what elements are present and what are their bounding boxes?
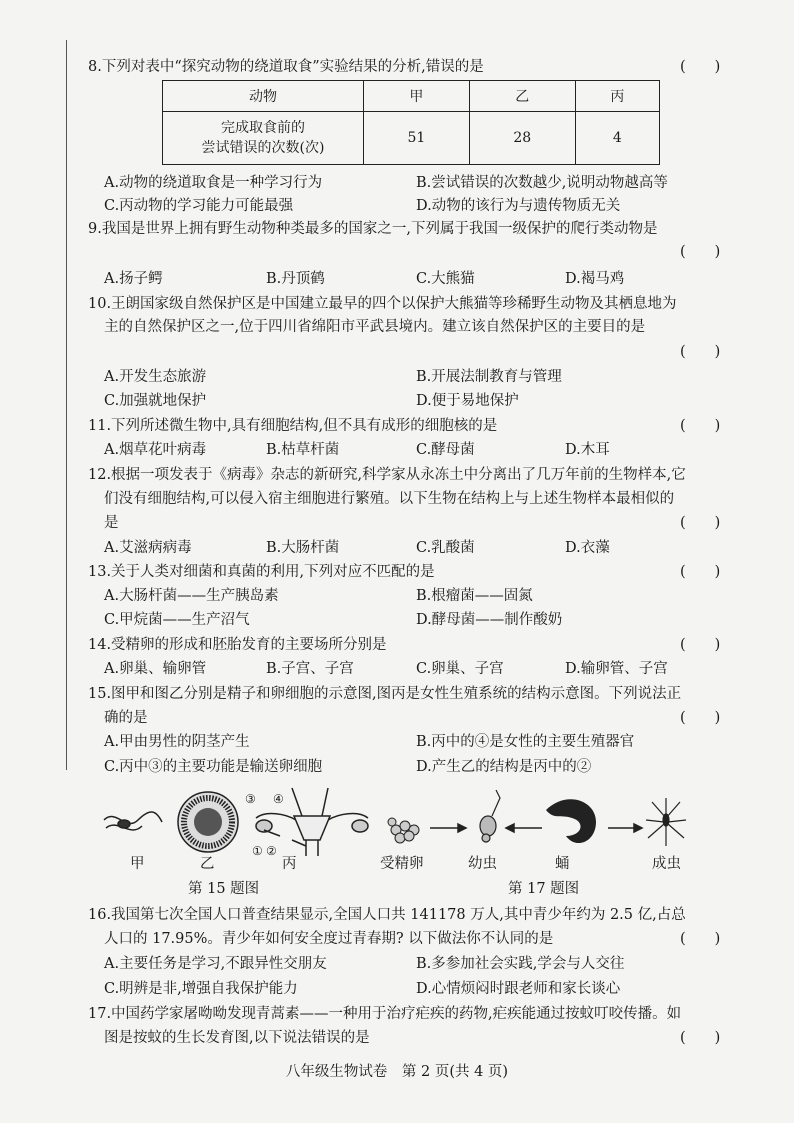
q9-option-c: C.大熊猫 (416, 271, 475, 287)
table-header-row (163, 81, 660, 112)
table-row-label (163, 112, 364, 165)
q14-option-a: A.卵巢、输卵管 (104, 661, 207, 677)
q11-answer-paren: ( ) (680, 418, 721, 434)
table-cell: 28 (469, 112, 575, 165)
q16-answer-paren: ( ) (680, 931, 721, 947)
q8-answer-paren: ( ) (680, 59, 721, 75)
q8-table (162, 80, 660, 165)
q15-option-c: C.丙中③的主要功能是输送卵细胞 (104, 759, 323, 775)
q13-option-a: A.大肠杆菌——生产胰岛素 (104, 588, 279, 604)
q11-option-a: A.烟草花叶病毒 (104, 442, 207, 458)
q16-option-a: A.主要任务是学习,不跟异性交朋友 (104, 956, 327, 972)
fertilized-egg-icon (388, 818, 419, 843)
egg-cell-icon (178, 792, 238, 852)
q14-stem: 14.受精卵的形成和胚胎发育的主要场所分别是 (88, 637, 387, 653)
q11-stem: 11.下列所述微生物中,具有细胞结构,但不具有成形的细胞核的是 (88, 418, 498, 434)
q12-option-d: D.衣藻 (565, 540, 610, 556)
arrow-icon (608, 824, 642, 832)
fig17-label-egg: 受精卵 (380, 856, 424, 872)
fig17-label-larva: 幼虫 (468, 856, 497, 872)
q9-option-d: D.褐马鸡 (565, 271, 625, 287)
fig17-label-pupa: 蛹 (555, 856, 570, 872)
q13-stem: 13.关于人类对细菌和真菌的利用,下列对应不匹配的是 (88, 564, 435, 580)
q8-stem: 8.下列对表中“探究动物的绕道取食”实验结果的分析,错误的是 (88, 59, 484, 75)
q14-option-c: C.卵巢、子宫 (416, 661, 504, 677)
q14-option-b: B.子宫、子宫 (266, 661, 354, 677)
q10-option-a: A.开发生态旅游 (104, 369, 207, 385)
q17-stem-line2: 图是按蚊的生长发育图,以下说法错误的是 (104, 1030, 370, 1046)
fig15-label-yi: 乙 (200, 856, 215, 872)
q15-answer-paren: ( ) (680, 710, 721, 726)
fig15-marker-1: ① (252, 844, 263, 858)
page-footer: 八年级生物试卷 第 2 页(共 4 页) (285, 1064, 509, 1080)
table-header-cell: 甲 (364, 81, 470, 112)
fig15-marker-2: ② (266, 844, 277, 858)
q12-option-b: B.大肠杆菌 (266, 540, 340, 556)
fig15-label-bing: 丙 (282, 856, 297, 872)
q9-option-b: B.丹顶鹤 (266, 271, 325, 287)
table-row (163, 112, 660, 165)
q12-option-c: C.乳酸菌 (416, 540, 475, 556)
q8-option-d: D.动物的该行为与遗传物质无关 (416, 198, 621, 214)
q15-option-a: A.甲由男性的阴茎产生 (104, 734, 250, 750)
q12-stem-line3: 是 (104, 515, 119, 531)
q8-option-a: A.动物的绕道取食是一种学习行为 (104, 175, 323, 191)
q15-stem-line1: 15.图甲和图乙分别是精子和卵细胞的示意图,图丙是女性生殖系统的结构示意图。下列说法正 (88, 686, 682, 702)
fig15-marker-4: ④ (273, 792, 284, 806)
q11-option-d: D.木耳 (565, 442, 610, 458)
q17-stem-line1: 17.中国药学家屠呦呦发现青蒿素——一种用于治疗疟疾的药物,疟疾能通过按蚊叮咬传播。如 (88, 1006, 682, 1022)
q13-option-d: D.酵母菌——制作酸奶 (416, 612, 563, 628)
pupa-icon (546, 799, 596, 843)
q10-option-c: C.加强就地保护 (104, 393, 207, 409)
q8-option-c: C.丙动物的学习能力可能最强 (104, 198, 294, 214)
q8-option-b: B.尝试错误的次数越少,说明动物越高等 (416, 175, 668, 191)
q10-stem-line2: 主的自然保护区之一,位于四川省绵阳市平武县境内。建立该自然保护区的主要目的是 (104, 319, 646, 335)
q14-answer-paren: ( ) (680, 637, 721, 653)
q13-answer-paren: ( ) (680, 564, 721, 580)
fig15-label-jia: 甲 (130, 856, 145, 872)
larva-icon (480, 790, 500, 842)
fig17-label-adult: 成虫 (652, 856, 681, 872)
q10-stem-line1: 10.王朗国家级自然保护区是中国建立最早的四个以保护大熊猫等珍稀野生动物及其栖息地为 (88, 296, 677, 312)
margin-line (66, 40, 67, 770)
q10-option-b: B.开展法制教育与管理 (416, 369, 562, 385)
q16-option-c: C.明辨是非,增强自我保护能力 (104, 981, 298, 997)
q15-option-d: D.产生乙的结构是丙中的② (416, 759, 592, 775)
q12-stem-line1: 12.根据一项发表于《病毒》杂志的新研究,科学家从永冻土中分离出了几万年前的生物样本,它 (88, 467, 686, 483)
q14-option-d: D.输卵管、子宫 (565, 661, 668, 677)
q13-option-c: C.甲烷菌——生产沼气 (104, 612, 250, 628)
mosquito-icon (646, 798, 686, 846)
fig15-marker-3: ③ (245, 792, 256, 806)
q16-stem-line2: 人口的 17.95%。青少年如何安全度过青春期? 以下做法你不认同的是 (104, 931, 554, 947)
q10-answer-paren: ( ) (680, 344, 721, 360)
q15-option-b: B.丙中的④是女性的主要生殖器官 (416, 734, 635, 750)
table-header-cell: 动物 (163, 81, 364, 112)
table-header-cell: 丙 (575, 81, 659, 112)
q16-option-d: D.心情烦闷时跟老师和家长谈心 (416, 981, 621, 997)
figure-drawings (96, 780, 696, 860)
q9-option-a: A.扬子鳄 (104, 271, 163, 287)
q17-answer-paren: ( ) (680, 1030, 721, 1046)
arrow-icon (430, 824, 466, 832)
row-label-line1: 完成取食前的 (221, 120, 305, 136)
q9-answer-paren: ( ) (680, 244, 721, 260)
table-cell: 4 (575, 112, 659, 165)
q13-option-b: B.根瘤菌——固氮 (416, 588, 533, 604)
q9-stem: 9.我国是世界上拥有野生动物种类最多的国家之一,下列属于我国一级保护的爬行类动物是 (88, 221, 658, 237)
q16-stem-line1: 16.我国第七次全国人口普查结果显示,全国人口共 141178 万人,其中青少年约为 2.5 亿,占总 (88, 907, 686, 923)
table-header-cell: 乙 (469, 81, 575, 112)
sperm-icon (104, 812, 162, 830)
q16-option-b: B.多参加社会实践,学会与人交往 (416, 956, 625, 972)
q12-option-a: A.艾滋病病毒 (104, 540, 192, 556)
table-cell: 51 (364, 112, 470, 165)
q11-option-c: C.酵母菌 (416, 442, 475, 458)
q12-answer-paren: ( ) (680, 515, 721, 531)
q10-option-d: D.便于易地保护 (416, 393, 519, 409)
q15-stem-line2: 确的是 (104, 710, 148, 726)
row-label-line2: 尝试错误的次数(次) (201, 140, 325, 156)
fig15-caption: 第 15 题图 (188, 881, 260, 897)
arrow-icon (506, 824, 542, 832)
fig17-caption: 第 17 题图 (508, 881, 580, 897)
q11-option-b: B.枯草杆菌 (266, 442, 340, 458)
q12-stem-line2: 们没有细胞结构,可以侵入宿主细胞进行繁殖。以下生物在结构上与上述生物样本最相似的 (104, 491, 675, 507)
